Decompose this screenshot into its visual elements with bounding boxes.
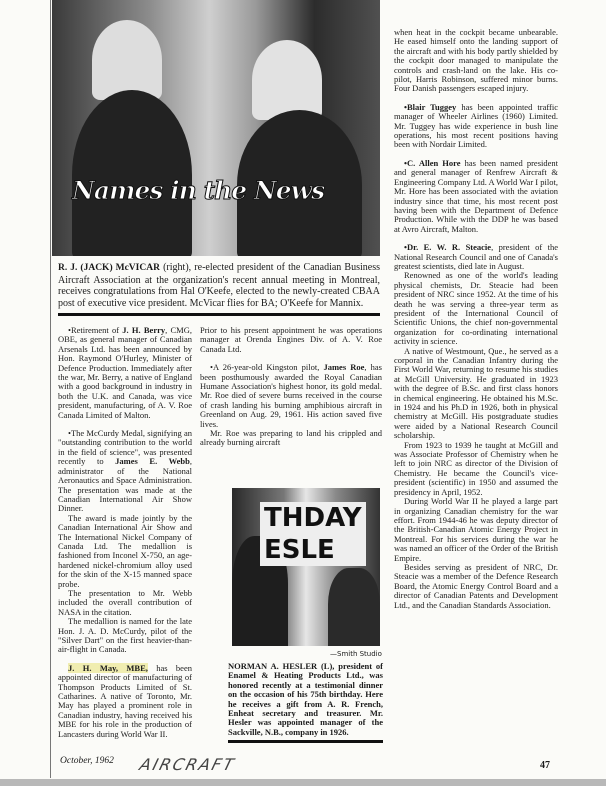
page-edge [50,0,51,778]
article-hore: •C. Allen Hore has been named president and general manager of Renfrew Aircraft & Engineering Company Ltd. A World War I pilot, Mr. Hore has been associated with the aviation industry since that time, his most recent post having been with the Department of Defence Production. While with the DDP he was based at Avro Aircraft, Malton. [394,157,558,234]
column-1 [58,326,192,739]
photo-credit: —Smith Studio [330,650,382,658]
paragraph: The medallion is named for the late Hon. J. A. D. McCurdy, pilot of the "Silver Dart" on the first heavier-than-air-flight in Canada. [58,616,192,655]
paragraph: During World War II he played a large part in organizing Canadian chemistry for the war effort. From 1944-46 he was deputy director of the British-Canadian Atomic Energy Project in Montreal. For his services during the war he was named an officer of the Order of the British Empire. [394,496,558,563]
person-figure [252,40,322,120]
birthday-sign: THDAY ESLE [260,502,366,566]
scan-edge [0,779,606,786]
paragraph: when heat in the cockpit became unbearable. He eased himself onto the landing support of the aircraft and with his body partly shielded by the cockpit door managed to manipulate the controls and crash-land on the lake. His co-pilot, Harris Robinson, suffered minor burns. Four Danish passengers escaped injury. [394,27,558,94]
photo-caption-top [58,262,380,316]
handwritten-note: AIRCRAFT [137,755,238,774]
section-title: Names in the News [72,176,325,205]
article-tuggey: •Blair Tuggey has been appointed traffic manager of Wheeler Airlines (1960) Limited. Mr. Tuggey has wide experience in bush line operations, his most recent positions having been with Nordair Limited. [394,101,558,150]
article-mccurdy: •The McCurdy Medal, signifying an "outstanding contribution to the world in the field of science", was presented recently to James E. Webb, administrator of the National Aeronautics and Space Administration. The presentation was made at the Canadian International Air Show Dinner. [58,428,193,514]
caption-name: R. J. (JACK) McVICAR [58,263,160,273]
person-figure [72,90,192,256]
photo-mcvicar-okeefe [52,0,380,256]
paragraph: Renowned as one of the world's leading physical chemists, Dr. Steacie had been president of NRC since 1952. At the time of his death he was serving a three-year term as president of the International Council of Scientific Unions, the chief non-governmental organization for co-ordinating international activity in science. [394,270,558,347]
person-figure [328,568,380,646]
caption-text: (right), re-elected president of the Canadian Business Aircraft Association at the organization's recent annual meeting in Montreal, receives congratulations from Hal O'Keefe, elected to the newly-created CBAA post of executive vice president. McVicar flies for BA; O'Keefe for Mannix. [58,262,380,309]
issue-date: October, 1962 [60,756,114,766]
photo-hesler [232,488,380,646]
paragraph: Besides serving as president of NRC, Dr. Steacie was a member of the Defence Research Board, the Atomic Energy Control Board and a director of Canadian Patents and Development Ltd., and the Canadian Standards Association. [394,561,558,610]
person-figure [92,20,162,100]
paragraph: The presentation to Mr. Webb included the overall contribution of NASA in the citation. [58,587,192,617]
column-2 [200,326,382,448]
paragraph: A native of Westmount, Que., he served as a corporal in the Canadian Infantry during the First World War, returning to resume his studies at McGill University. He graduated in 1923 with the degree of B.Sc. and first class honors in chemical engineering. He obtained his M.Sc. in 1924 and his Ph.D in 1926, both in physical chemistry at McGill. His postgraduate studies were aided by a National Research Council scholarship. [394,345,558,441]
paragraph: Mr. Roe was preparing to land his crippled and already burning aircraft [200,428,382,448]
paragraph: Prior to his present appointment he was operations manager at Orenda Engines Div. of A. V. Roe Canada Ltd. [200,325,382,354]
page-number: 47 [540,760,550,771]
column-3 [394,28,558,610]
article-may: J. H. May, MBE, has been appointed director of manufacturing of Thompson Products Limited of St. Catharines. A native of Toronto, Mr. May has played a prominent role in Canadian industry, having received his MBE for his role in the production of Lancasters during World War II. [58,662,192,739]
paragraph: From 1923 to 1939 he taught at McGill and was Associate Professor of Chemistry when he left to join NRC as director of the Division of Chemistry. He became the Council's vice-president (scientific) in 1950 and assumed the presidency in April, 1952. [394,439,558,497]
article-steacie: •Dr. E. W. R. Steacie, president of the National Research Council and one of Canada's greatest scientists, died late in August. [394,242,559,271]
article-berry: •Retirement of J. H. Berry, CMG, OBE, as general manager of Canadian Arsenals Ltd. has been announced by Hon. Raymond O'Hurley, Minister of Defence Production. Immediately after the war, Mr. Berry, a native of England with a good background in industry in both the U.K. and Canada, was vice president, manufacturing, of A. V. Roe Canada Limited of Malton. [58,325,192,420]
paragraph: The award is made jointly by the Canadian International Air Show and The International Nickel Company of Canada Ltd. The medallion is fashioned from Inconel X-750, an age-hardened nickel-chromium alloy used for the skin of the X-15 manned space probe. [58,512,192,589]
photo-caption-hesler: NORMAN A. HESLER (L), president of Enamel & Heating Products Ltd., was honored recently at a testimonial dinner on the occasion of his 75th birthday. Here he receives a gift from A. R. French, Enheat secretary and treasurer. Mr. Hesler was appointed manager of the Sackville, N.B., company in 1926. [228,662,383,743]
article-roe: •A 26-year-old Kingston pilot, James Roe, has been posthumously awarded the Royal Canadian Humane Association's highest honor, its gold medal. Mr. Roe died of severe burns received in the course of crash landing his burning amphibious aircraft in Greenland on Aug. 29, 1961. His action saved five lives. [200,362,382,429]
